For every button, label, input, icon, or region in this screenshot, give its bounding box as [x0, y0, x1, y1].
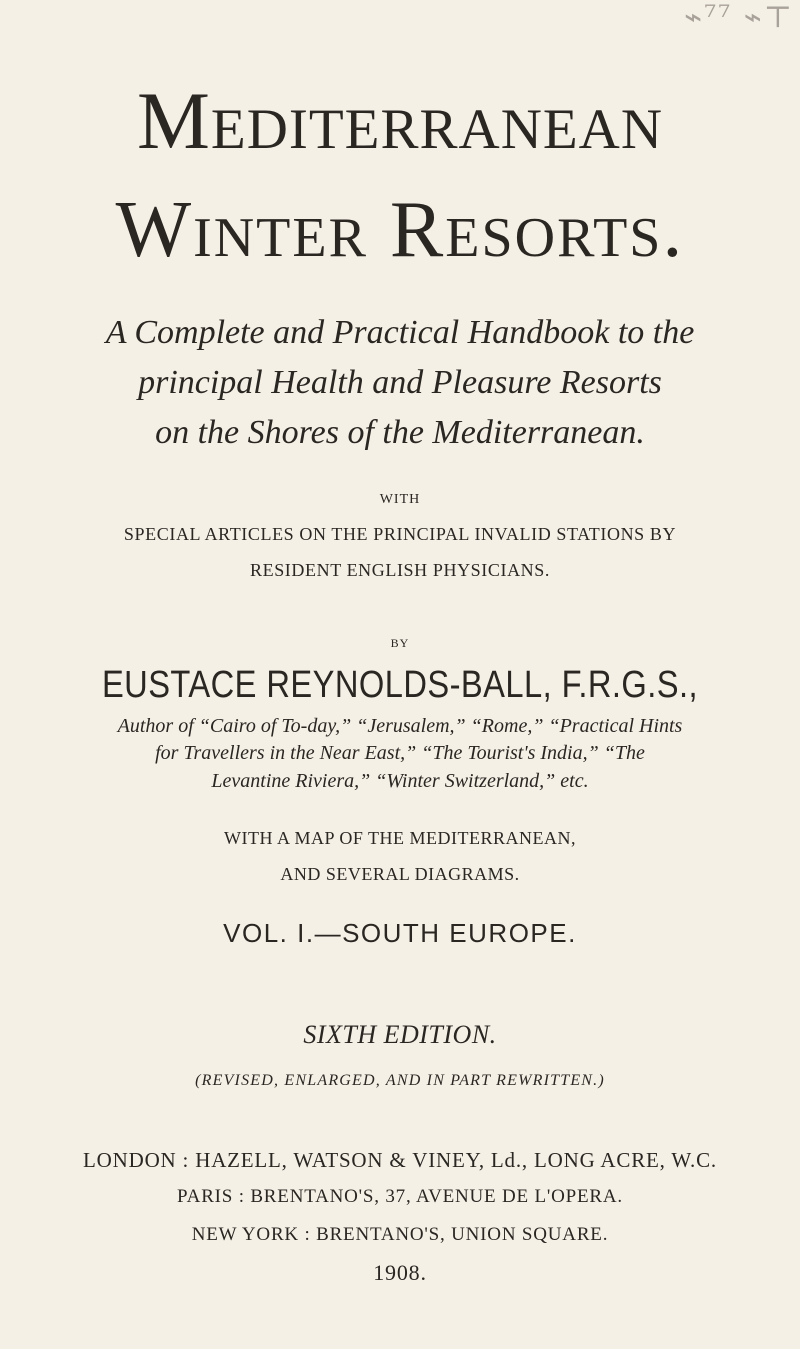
title-line-2: Winter Resorts.	[115, 186, 685, 274]
map-note-line-1: WITH A MAP OF THE MEDITERRANEAN,	[224, 828, 576, 848]
imprint-new-york: NEW YORK : BRENTANO'S, UNION SQUARE.	[191, 1224, 609, 1245]
imprint-london: LONDON : HAZELL, WATSON & VINEY, Ld., LONG ACRE, W.C.	[83, 1148, 717, 1172]
edition-label: SIXTH EDITION.	[303, 1020, 497, 1049]
imprint-year: 1908.	[373, 1260, 427, 1285]
by-label: BY	[390, 636, 410, 650]
author-name: EUSTACE REYNOLDS-BALL, F.R.G.S.,	[101, 664, 699, 706]
author-works-line-2: for Travellers in the Near East,” “The Tourist's India,” “The	[155, 742, 645, 764]
subtitle-line-2: principal Health and Pleasure Resorts	[138, 364, 662, 401]
title-line-1: Mediterranean	[136, 75, 664, 166]
imprint-paris: PARIS : BRENTANO'S, 37, AVENUE DE L'OPERA.	[177, 1186, 623, 1207]
special-articles-line-1: SPECIAL ARTICLES ON THE PRINCIPAL INVALID STATIONS BY	[123, 524, 677, 544]
author-works-line-1: Author of “Cairo of To-day,” “Jerusalem,” “Rome,” “Practical Hints	[117, 715, 683, 737]
pencil-annotation: ⌁⁷⁷ ⌁⊤	[684, 0, 794, 35]
author-works-line-3: Levantine Riviera,” “Winter Switzerland,” etc.	[211, 770, 589, 792]
volume-label: VOL. I.—SOUTH EUROPE.	[223, 918, 577, 948]
special-articles-line-2: RESIDENT ENGLISH PHYSICIANS.	[250, 560, 550, 580]
map-note-line-2: AND SEVERAL DIAGRAMS.	[280, 864, 520, 884]
revision-note: (REVISED, ENLARGED, AND IN PART REWRITTEN.)	[195, 1072, 605, 1089]
subtitle-line-1: A Complete and Practical Handbook to the	[105, 314, 695, 351]
with-label: WITH	[379, 492, 421, 507]
subtitle-line-3: on the Shores of the Mediterranean.	[155, 414, 645, 451]
